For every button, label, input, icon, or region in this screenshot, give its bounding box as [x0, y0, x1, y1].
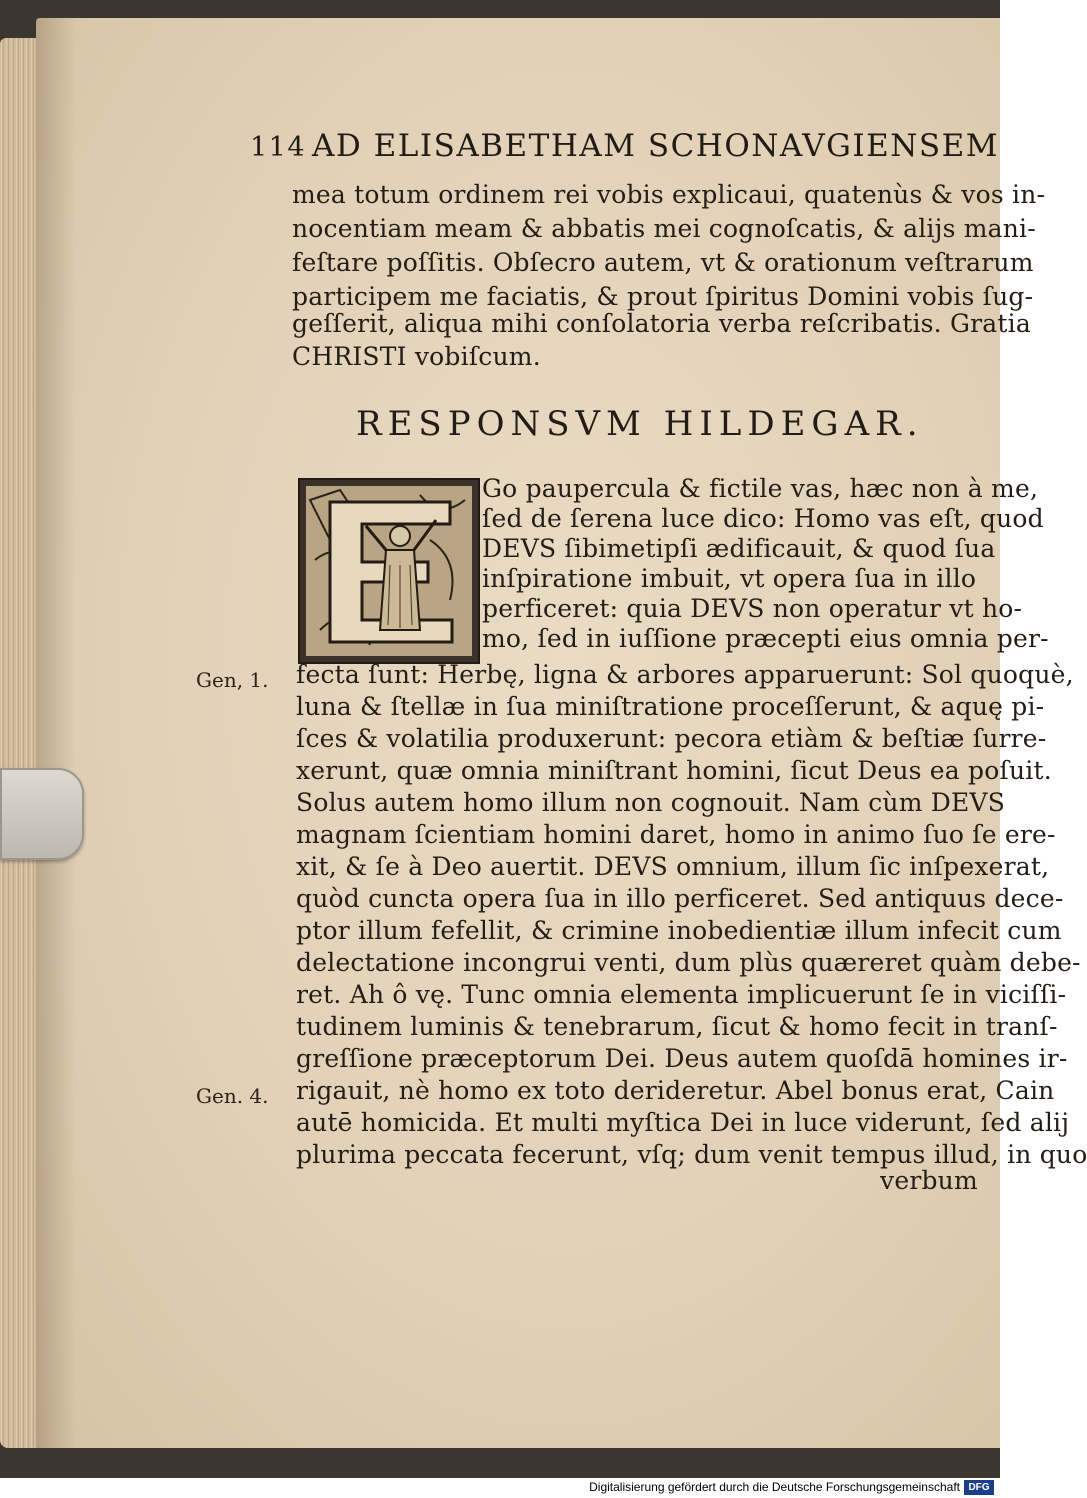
text-line: fecta ſunt: Herbę, ligna & arbores apparuerunt: Sol quoquè, — [296, 660, 1074, 689]
text-line: quòd cuncta opera ſua in illo perficeret. Sed antiquus dece- — [296, 884, 1064, 913]
footer-bar — [0, 1478, 1000, 1498]
text-line: magnam ſcientiam homini daret, homo in animo ſuo ſe ere- — [296, 820, 1056, 849]
margin-note: Gen. 4. — [196, 1084, 269, 1108]
text-line: Go paupercula & fictile vas, hæc non à me, — [482, 474, 1039, 503]
text-line: DEVS ſibimetipſi ædificauit, & quod ſua — [482, 534, 996, 563]
woodcut-initial-e-image — [300, 480, 478, 662]
dfg-logo: DFG — [964, 1480, 994, 1495]
page-clip — [0, 768, 84, 860]
text-line: ret. Ah ô vę. Tunc omnia elementa implicuerunt ſe in viciſſi- — [296, 980, 1067, 1009]
text-line: nocentiam meam & abbatis mei cognoſcatis, & alijs mani- — [292, 214, 1036, 243]
decorated-initial — [298, 478, 480, 664]
text-line: ſces & volatilia produxerunt: pecora etiàm & beſtiæ ſurre- — [296, 724, 1047, 753]
text-line: Solus autem homo illum non cognouit. Nam cùm DEVS — [296, 788, 1006, 817]
running-head-title: AD ELISABETHAM SCHONAVGIENSEM — [312, 128, 999, 164]
text-line: feſtare poſſitis. Obſecro autem, vt & orationum veſtrarum — [292, 248, 1034, 277]
text-line: inſpiratione imbuit, vt opera ſua in illo — [482, 564, 977, 593]
page-number: 114 — [250, 132, 307, 163]
text-line: xerunt, quæ omnia miniſtrant homini, ſicut Deus ea poſuit. — [296, 756, 1052, 785]
text-line: participem me faciatis, & prout ſpiritus Domini vobis ſug- — [292, 282, 1034, 311]
text-line: tudinem luminis & tenebrarum, ſicut & homo fecit in tranſ- — [296, 1012, 1058, 1041]
text-line: CHRISTI vobiſcum. — [292, 342, 541, 371]
text-line: mea totum ordinem rei vobis explicaui, quatenùs & vos in- — [292, 180, 1046, 209]
text-line: geſſerit, aliqua mihi conſolatoria verba reſcribatis. Gratia — [292, 309, 1031, 338]
text-line: mo, ſed in iuſſione præcepti eius omnia per- — [482, 624, 1049, 653]
margin-note: Gen, 1. — [196, 668, 269, 692]
text-line: greſſione præceptorum Dei. Deus autem quoſdā homines ir- — [296, 1044, 1068, 1073]
text-line: plurima peccata fecerunt, vſq; dum venit tempus illud, in quo — [296, 1140, 1087, 1169]
text-line: xit, & ſe à Deo auertit. DEVS omnium, illum ſic inſpexerat, — [296, 852, 1050, 881]
gutter-shadow — [36, 18, 76, 1448]
text-line: luna & ſtellæ in ſua miniſtratione proceſſerunt, & aquę pi- — [296, 692, 1045, 721]
text-line: autē homicida. Et multi myſtica Dei in luce viderunt, ſed alij — [296, 1108, 1070, 1137]
footer-credit: Digitalisierung gefördert durch die Deutsche Forschungsgemeinschaft — [589, 1480, 960, 1494]
text-line: rigauit, nè homo ex toto derideretur. Abel bonus erat, Cain — [296, 1076, 1055, 1105]
text-line: ſed de ſerena luce dico: Homo vas eſt, quod — [482, 504, 1044, 533]
catchword: verbum — [880, 1166, 978, 1195]
section-heading: RESPONSVM HILDEGAR. — [356, 404, 924, 444]
text-line: ptor illum fefellit, & crimine inobedientiæ illum infecit cum — [296, 916, 1062, 945]
text-line: delectatione incongrui venti, dum plùs quæreret quàm debe- — [296, 948, 1081, 977]
running-head — [250, 128, 999, 164]
text-line: perficeret: quia DEVS non operatur vt ho- — [482, 594, 1023, 623]
